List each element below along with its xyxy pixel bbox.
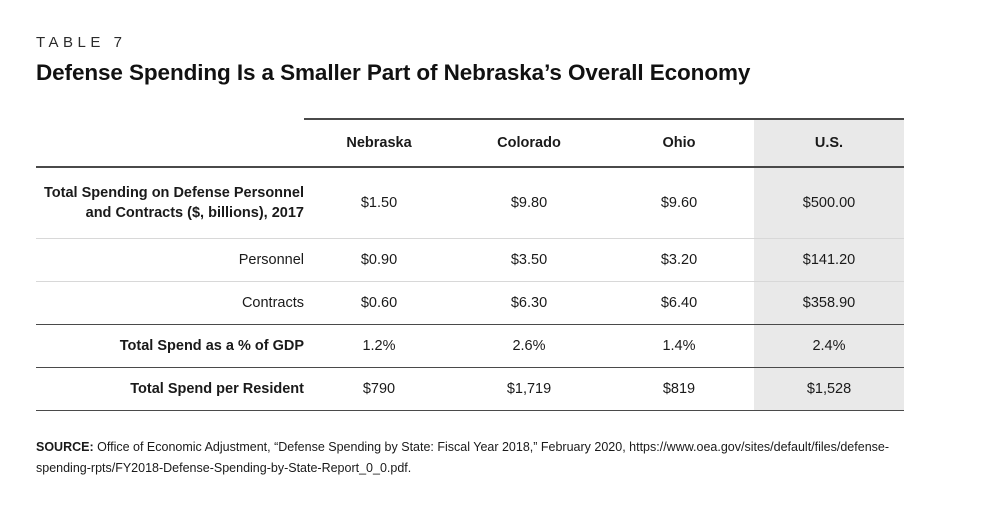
column-header-nebraska: Nebraska	[304, 119, 454, 167]
cell-contracts-colorado: $6.30	[454, 282, 604, 325]
column-header-ohio: Ohio	[604, 119, 754, 167]
table-row	[36, 239, 904, 282]
cell-total-nebraska: $1.50	[304, 167, 454, 239]
cell-contracts-ohio: $6.40	[604, 282, 754, 325]
defense-spending-table	[36, 118, 904, 411]
data-table-container	[36, 118, 904, 411]
row-label-total-spending: Total Spending on Defense Personnel and Contracts ($, billions), 2017	[36, 167, 304, 239]
table-row	[36, 368, 904, 411]
row-label-percent-gdp: Total Spend as a % of GDP	[36, 325, 304, 368]
cell-total-us: $500.00	[754, 167, 904, 239]
row-label-contracts: Contracts	[36, 282, 304, 325]
cell-gdp-nebraska: 1.2%	[304, 325, 454, 368]
cell-resident-nebraska: $790	[304, 368, 454, 411]
cell-personnel-nebraska: $0.90	[304, 239, 454, 282]
cell-contracts-nebraska: $0.60	[304, 282, 454, 325]
cell-resident-colorado: $1,719	[454, 368, 604, 411]
cell-gdp-us: 2.4%	[754, 325, 904, 368]
cell-personnel-ohio: $3.20	[604, 239, 754, 282]
cell-personnel-us: $141.20	[754, 239, 904, 282]
cell-total-ohio: $9.60	[604, 167, 754, 239]
cell-resident-ohio: $819	[604, 368, 754, 411]
source-text: Office of Economic Adjustment, “Defense Spending by State: Fiscal Year 2018,” February 2020, https://www.oea.gov/sites/default/files/defense-spending-rpts/FY2018-Defense-Spending-by-State-Report_0_0.pdf.	[36, 440, 890, 475]
column-header-colorado: Colorado	[454, 119, 604, 167]
source-label: SOURCE:	[36, 440, 94, 454]
source-note	[36, 437, 941, 478]
row-label-personnel: Personnel	[36, 239, 304, 282]
table-row	[36, 167, 904, 239]
cell-personnel-colorado: $3.50	[454, 239, 604, 282]
cell-total-colorado: $9.80	[454, 167, 604, 239]
cell-resident-us: $1,528	[754, 368, 904, 411]
table-row	[36, 282, 904, 325]
page-title: Defense Spending Is a Smaller Part of Nebraska’s Overall Economy	[36, 60, 751, 85]
table-eyebrow: TABLE 7	[36, 34, 127, 51]
cell-contracts-us: $358.90	[754, 282, 904, 325]
row-label-per-resident: Total Spend per Resident	[36, 368, 304, 411]
table-row	[36, 325, 904, 368]
cell-gdp-colorado: 2.6%	[454, 325, 604, 368]
header-blank	[36, 119, 304, 167]
table-header-row	[36, 119, 904, 167]
column-header-us: U.S.	[754, 119, 904, 167]
cell-gdp-ohio: 1.4%	[604, 325, 754, 368]
